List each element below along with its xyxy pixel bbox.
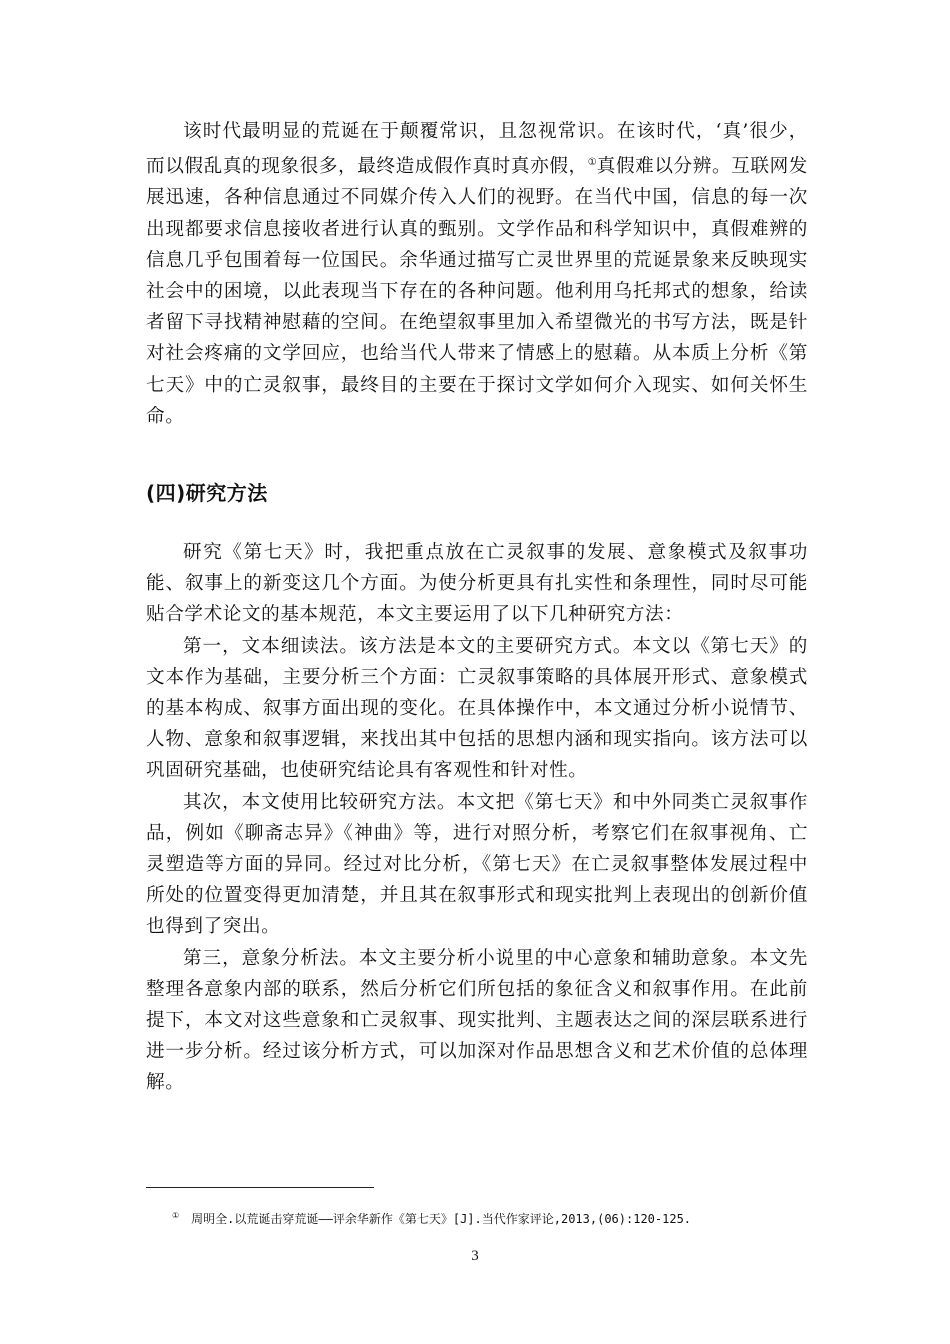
methods-paragraph-imagery: 第三，意象分析法。本文主要分析小说里的中心意象和辅助意象。本文先整理各意象内部的联系，然后分析它们所包括的象征含义和叙事作用。在此前提下，本文对这些意象和亡灵叙事、现实批判、主题表达之间的深层联系进行进一步分析。经过该分析方式，可以加深对作品思想含义和艺术价值的总体理解。 (146, 947, 808, 1094)
methods-paragraph-comparative: 其次，本文使用比较研究方法。本文把《第七天》和中外同类亡灵叙事作品，例如《聊斋志异》《神曲》等，进行对照分析，考察它们在叙事视角、亡灵塑造等方面的异同。经过对比分析，《第七天》在亡灵叙事整体发展过程中所处的位置变得更加清楚，并且其在叙事形式和现实批判上表现出的创新价值也得到了突出。 (146, 791, 808, 938)
intro-text-after-note: 真假难以分辨。互联网发展迅速，各种信息通过不同媒介传入人们的视野。在当代中国，信息的每一次出现都要求信息接收者进行认真的甄别。文学作品和科学知识中，真假难辨的信息几乎包围着每一位国民。余华通过描写亡灵世界里的荒诞景象来反映现实社会中的困境，以此表现当下存在的各种问题。他利用乌托邦式的想象，给读者留下寻找精神慰藉的空间。在绝望叙事里加入希望微光的书写方法，既是针对社会疼痛的文学回应，也给当代人带来了情感上的慰藉。从本质上分析《第七天》中的亡灵叙事，最终目的主要在于探讨文学如何介入现实、如何关怀生命。 (146, 156, 808, 427)
intro-text-before-note: 该时代最明显的荒诞在于颠覆常识，且忽视常识。在该时代，‘真’很少，而以假乱真的现象很多，最终造成假作真时真亦假， (146, 121, 808, 178)
methods-paragraph-close-reading: 第一，文本细读法。该方法是本文的主要研究方式。本文以《第七天》的文本作为基础，主要分析三个方面：亡灵叙事策略的具体展开形式、意象模式的基本构成、叙事方面出现的变化。在具体操作中，本文通过分析小说情节、人物、意象和叙事逻辑，来找出其中包括的思想内涵和现实指向。该方法可以巩固研究基础，也使研究结论具有客观性和针对性。 (146, 635, 808, 782)
intro-paragraph (146, 116, 808, 432)
footnote-reference-mark[interactable]: ① (587, 157, 597, 169)
section-heading: (四)研究方法 (146, 481, 268, 505)
footnote-citation: 周明全.以荒诞击穿荒诞——评余华新作《第七天》[J].当代作家评论,2013,(06):120-125. (191, 1212, 692, 1226)
page-number: 3 (471, 1248, 479, 1264)
research-methods-body (146, 537, 808, 1099)
footnote-separator (146, 1187, 374, 1188)
footnote-number: ① (172, 1211, 180, 1220)
footnote (172, 1207, 691, 1228)
methods-paragraph-overview: 研究《第七天》时，我把重点放在亡灵叙事的发展、意象模式及叙事功能、叙事上的新变这几个方面。为使分析更具有扎实性和条理性，同时尽可能贴合学术论文的基本规范，本文主要运用了以下几种研究方法： (146, 542, 808, 626)
